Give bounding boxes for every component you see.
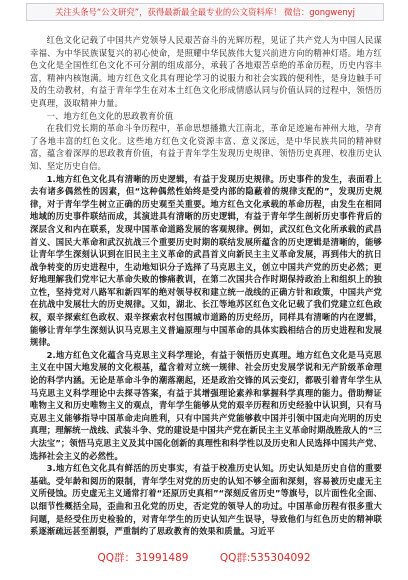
- promo-banner: 关注头条号“公文研究”，获得最新最全最专业的公文资料库！ 微信：gongwenyj: [26, 3, 384, 21]
- footer-qq-group-2: QQ群:535304092: [219, 552, 311, 564]
- paragraph: 在我们党长期的革命斗争历程中，革命思想播撒大江南北，革命足迹遍布神州大地，孕育了各地丰富的红色文化。这些地方红色文化资源丰富、意义深远，是中华民族共同的精神财富，蕴含着深厚的思政教育价值，有益于青年学生发现历史规律、领悟历史真理、校准历史认知、坚定历史自信。: [30, 123, 382, 171]
- paragraph: 2.地方红色文化蕴含马克思主义科学理论，有益于领悟历史真理。地方红色文化是马克思主义在中国大地发展的文化根基，蕴含着对立统一规律、社会历史发展学说和无产阶级革命理论的科学内涵。无论是革命斗争的潮落潮起，还是政治交锋的风云变幻，都吸引着青年学生从马克思主义科学理论中去探寻答案，有益于其增强理论素养和掌握科学真理的能力。借助辩证唯物主义和历史唯物主义的观点，青年学生能够从党的艰辛历程和历史经验中认识到，只有马克思主义能够指导中国革命走向胜利，只有中国共产党能够救中国并引领中国走向光明的历史真理；理解统一战线、武装斗争、党的建设是中国共产党在新民主主义革命时期战胜敌人的“三大法宝”；领悟马克思主义及其中国化创新的真理性和科学性以及历史和人民选择中国共产党、选择社会主义的必然性。: [30, 349, 382, 461]
- document-body: [30, 34, 382, 542]
- footer: [0, 550, 408, 566]
- section-heading: 一、地方红色文化的思政教育价值: [46, 110, 174, 121]
- paragraph: 红色文化记载了中国共产党领导人民艰苦奋斗的光辉历程，见证了共产党人为中国人民谋幸福、为中华民族谋复兴的初心使命，是照耀中华民族伟大复兴前进方向的精神灯塔。地方红色文化是全国性红色文化不可分割的组成部分，承载了各地艰苦卓绝的革命历程，历史内容丰富，精神内核饱满。地方红色文化具有理论学习的说服力和社会实践的便利性，是身边触手可及的生动教材，有益于青年学生在对本土红色文化形成情感认同与价值认同的过程中，领悟历史真理，汲取精神力量。: [30, 35, 382, 108]
- paragraph: 3.地方红色文化具有鲜活的历史事实，有益于校准历史认知。历史认知是历史自信的重要基础。受年龄和阅历的限制，青年学生对党的历史的认知不够全面和深刻，容易被历史虚无主义所侵蚀。历史虚无主义通常打着“还原历史真相”“深刻反省历史”等旗号，以片面性化全面、以细节性概括全局，歪曲和丑化党的历史，否定党的领导人的功过。中国革命历程有很多重大问题，是经受住历史检验的，对青年学生的历史认知产生误导，导致他们与红色历史的精神联系逐渐疏远甚至割裂，严重制约了思政教育的效果和质量。习近平: [30, 463, 382, 537]
- paragraph: 1.地方红色文化具有清晰的历史逻辑，有益于发现历史规律。历史事件的发生，表面看上去有诸多偶然性的因素，但“这种偶然性始终是受内部的隐蔽着的规律支配的”，发现历史规律，对于青年学生树立正确的历史观至关重要。地方红色文化承载的革命历程，由发生在相同地域的历史事件联结而成，其演进具有清晰的历史逻辑，有益于青年学生剖析历史事件背后的深层含义和内在联系，发现中国革命道路发展的客观规律。例如，武汉红色文化所承载的武昌首义、国民大革命和武汉抗战三个重要历史时期的联结发展所蕴含的历史逻辑是清晰的，能够让青年学生深刻认识到在旧民主主义革命的武昌首义向新民主主义革命发展，再到伟大的抗日战争转变的历史进程中，生动地知识分子选择了马克思主义，创立中国共产党的历史必然；更好地理解我们党牢记大革命失败的惨痛教训，在第二次国共合作时期保持政治上和组织上的独立性，坚持党对八路军和新四军的绝对领导权和建立统一战线的正确方针和政策，中国共产党在抗战中发展壮大的历史规律。又如，湖北、长江等地苏区红色文化记载了我们党建立红色政权，艰辛探索红色政权、艰辛探索农村包围城市道路的历史经历，同样具有清晰的内在逻辑，能够让青年学生深刻认识马克思主义普遍原理与中国革命的具体实践相结合的历史进程和发展规律。: [30, 173, 382, 348]
- footer-qq-group-1: QQ群：31991489: [97, 552, 189, 564]
